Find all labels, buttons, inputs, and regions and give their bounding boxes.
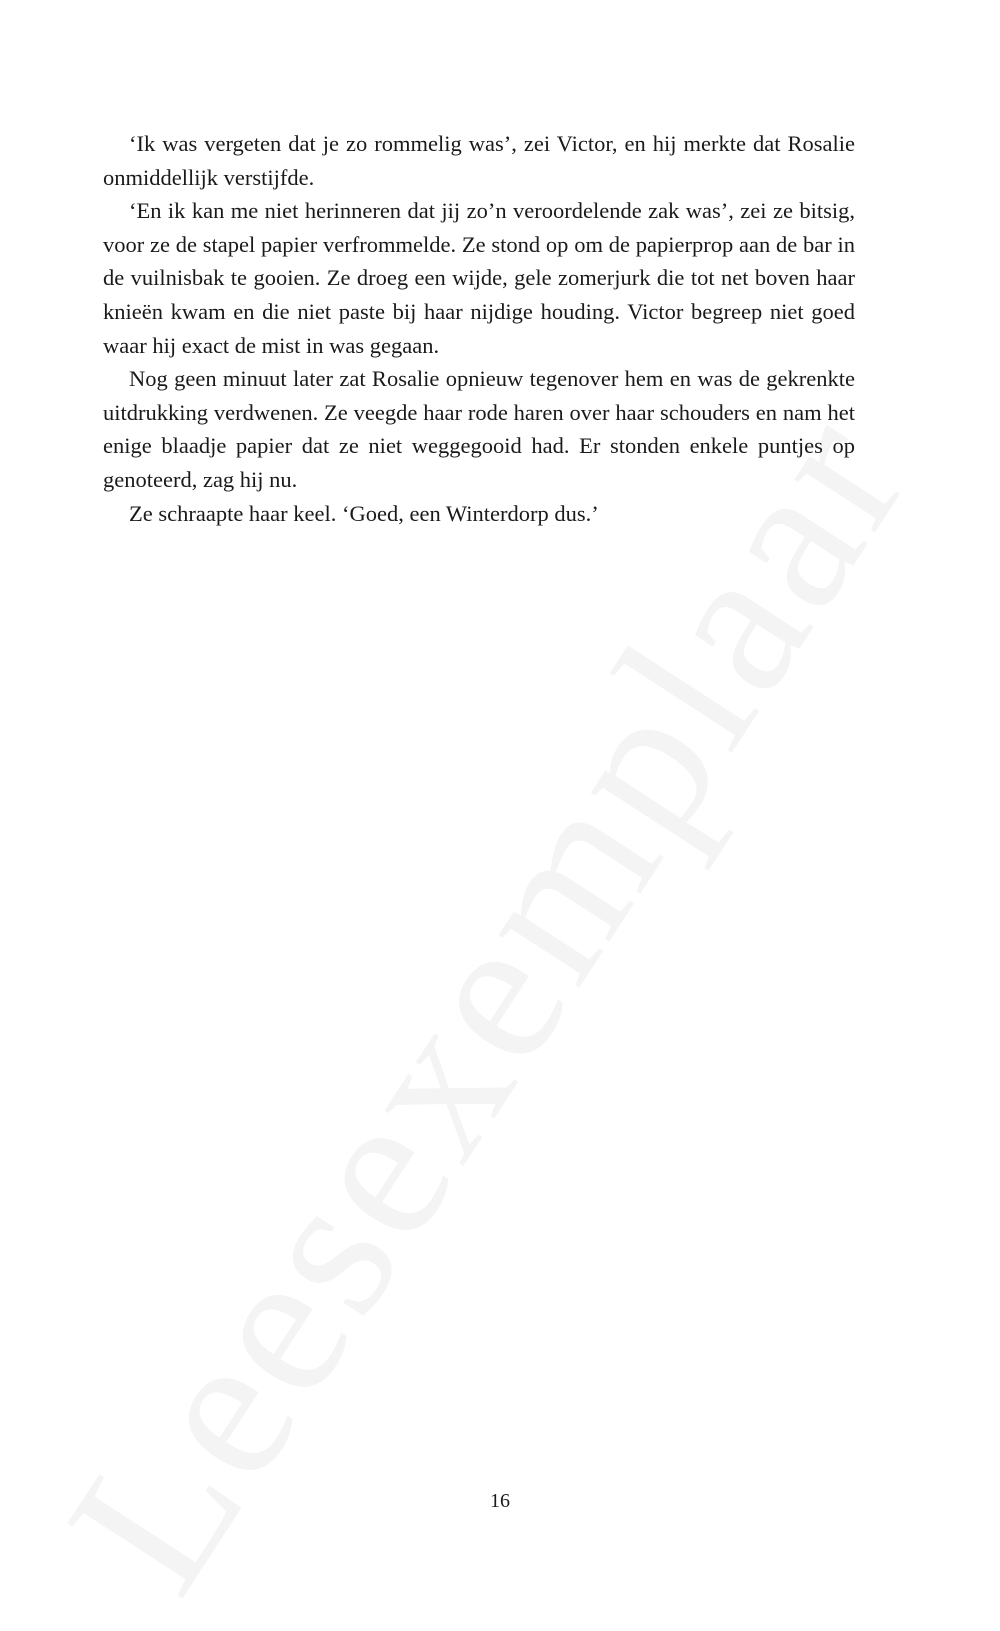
- paragraph-2: ‘En ik kan me niet herinneren dat jij zo’n veroordelende zak was’, zei ze bitsig, voor ze de stapel papier verfrommelde. Ze stond op om de papierprop aan de bar in de vuilnisbak te gooien. Ze droeg een wijde, gele zomerjurk die tot net boven haar knieën kwam en die niet paste bij haar nijdige houding. Victor begreep niet goed waar hij exact de mist in was gegaan.: [103, 198, 855, 358]
- paragraph-1: ‘Ik was vergeten dat je zo rommelig was’, zei Victor, en hij merkte dat Rosalie onmiddellijk verstijfde.: [103, 131, 855, 190]
- page-number: 16: [490, 1490, 510, 1512]
- paragraph-3: Nog geen minuut later zat Rosalie opnieuw tegenover hem en was de gekrenkte uitdrukking verdwenen. Ze veegde haar rode haren over haar schouders en nam het enige blaadje papier dat ze niet weggegooid had. Er stonden enkele puntjes op genoteerd, zag hij nu.: [103, 366, 855, 492]
- body-text: [103, 127, 855, 530]
- paragraph-4: Ze schraapte haar keel. ‘Goed, een Winterdorp dus.’: [129, 500, 599, 526]
